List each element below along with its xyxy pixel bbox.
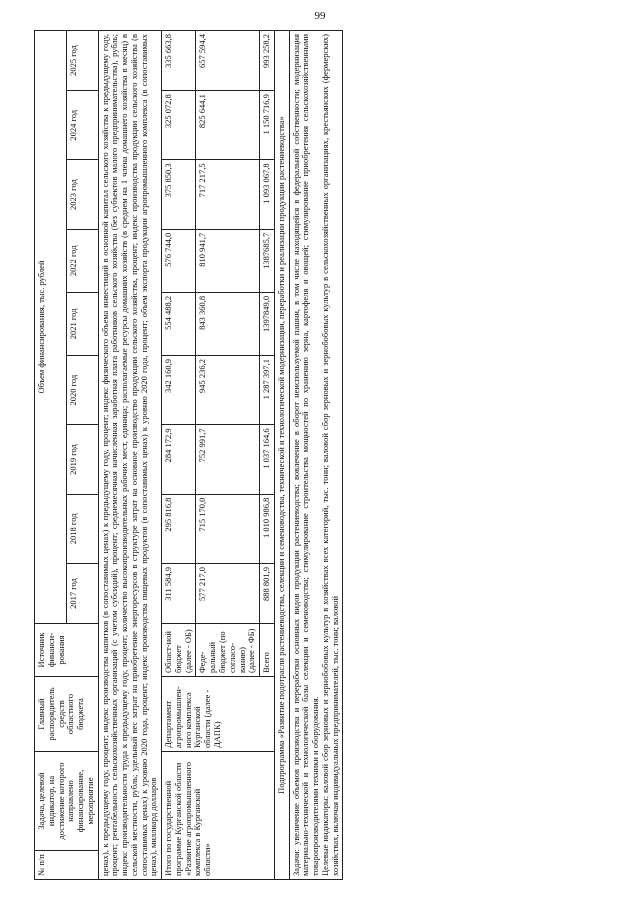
value-cell: 715 170,0 [196,494,260,563]
value-cell: 311 584,9 [162,564,196,624]
value-cell: 752 991,7 [196,425,260,494]
value-cell: 1397849,0 [260,292,275,355]
header-year: 2022 год [66,229,98,292]
value-cell: 1 037 164,6 [260,425,275,494]
value-cell: 810 941,7 [196,229,260,292]
header-year: 2020 год [66,355,98,424]
value-cell: 335 663,8 [162,31,196,91]
value-cell: 1387685,7 [260,229,275,292]
header-year: 2025 год [66,31,98,91]
total-label: Итого по государственной программе Курганской области «Развитие агропромышленного комплекса в Курганской области» [162,752,275,880]
value-cell: 888 801,9 [260,564,275,624]
header-volume: Объем финансирования, тыс. рублей [35,31,67,624]
value-cell: 1 287 397,1 [260,355,275,424]
header-admin: Главный распорядитель средств областного бюджета [35,677,99,752]
value-cell: 993 258,2 [260,31,275,91]
value-cell: 577 217,0 [196,564,260,624]
header-year: 2023 год [66,160,98,229]
source-cell: Област-ной бюджет (далее - ОБ) [162,624,196,677]
value-cell: 825 644,1 [196,91,260,160]
header-source: Источник финанси-рования [35,624,99,677]
tasks-paragraph: Задачи: увеличение объемов производства и переработки основных видов продукции растениеводства; вовлечение в оборот неиспользуемой пашни, в том числе находящейся в федеральной собственности; модернизация материально-технической и технологической базы селекции и семеноводства; стимулирование строительства мощностей по хранению зерна, картофеля и овощей; стимулирование приобретения сельскохозяйственными товаропроизводителями техники и оборудования. [290,34,321,876]
header-year: 2019 год [66,425,98,494]
header-year: 2018 год [66,494,98,563]
value-cell: 1 010 986,8 [260,494,275,563]
value-cell: 1 093 067,8 [260,160,275,229]
value-cell: 295 816,8 [162,494,196,563]
header-num: № п/п [35,851,99,880]
rotated-table-container [34,30,594,880]
value-cell: 284 172,9 [162,425,196,494]
value-cell: 554 488,2 [162,292,196,355]
tasks-text [289,31,343,880]
total-admin: Департамент агропромышлен-ного комплекса Курганской области (далее - ДАПК) [162,677,275,752]
header-year: 2017 год [66,564,98,624]
targets-paragraph: Целевые индикаторы: валовой сбор зерновых и зернобобовых культур в хозяйствах всех категорий, тыс. тонн; валовой сбор зерновых и зернобобовых культур в сельскохозяйственных организациях, крестьянских (фермерских) хозяйствах, включая индивидуальных предпринимателей, тыс. тонн; валовой [319,34,340,876]
value-cell: 342 160,9 [162,355,196,424]
value-cell: 576 744,0 [162,229,196,292]
source-cell: Всего [260,624,275,677]
header-year: 2021 год [66,292,98,355]
header-year: 2024 год [66,91,98,160]
header-task: Задача, целевой индикатор, на достижение которого направлено финансирование, мероприятие [35,752,99,851]
value-cell: 657 594,4 [196,31,260,91]
budget-table [34,30,343,880]
indicators-text: ценах), к предыдущему году, процент; индекс производства напитков (в сопоставимых ценах) к предыдущему году, процент; индекс физического объема инвестиций в основной капитал сельского хозяйства к предыдущему году, процент; рентабельность сельскохозяйственных организаций (с учетом субсидий), процент; среднемесячная начисленная заработная плата работников сельского хозяйства (без субъектов малого предпринимательства), рубль; индекс производительности труда к предыдущему году, процент; количество высокопроизводительных рабочих мест, единица; располагаемые ресурсы домашних хозяйств (в среднем на 1 члена домашнего хозяйства в месяц) в сельской местности, рубль; удельный вес затрат на приобретение энергоресурсов в структуре затрат на основное производство продукции сельского хозяйства, процент; индекс производства продукции сельского хозяйства (в сопоставимых ценах) к уровню 2020 года, процент; индекс производства пищевых продуктов (в сопоставимых ценах) к уровню 2020 года, процент; объем экспорта продукции агропромышленного комплекса (в сопоставимых ценах), миллиард долларов [98,31,162,880]
source-cell: Феде-ральный бюджет (по согласо-ванию) (далее - ФБ) [196,624,260,677]
value-cell: 1 150 716,9 [260,91,275,160]
subprogram-title: Подпрограмма «Развитие подотрасли растениеводства, селекции и семеноводства, технической и технологической модернизации, переработки и реализации продукции растениеводства» [274,31,289,880]
page-number: 99 [314,10,326,22]
value-cell: 375 850,3 [162,160,196,229]
value-cell: 325 072,8 [162,91,196,160]
value-cell: 843 360,8 [196,292,260,355]
value-cell: 717 217,5 [196,160,260,229]
value-cell: 945 236,2 [196,355,260,424]
